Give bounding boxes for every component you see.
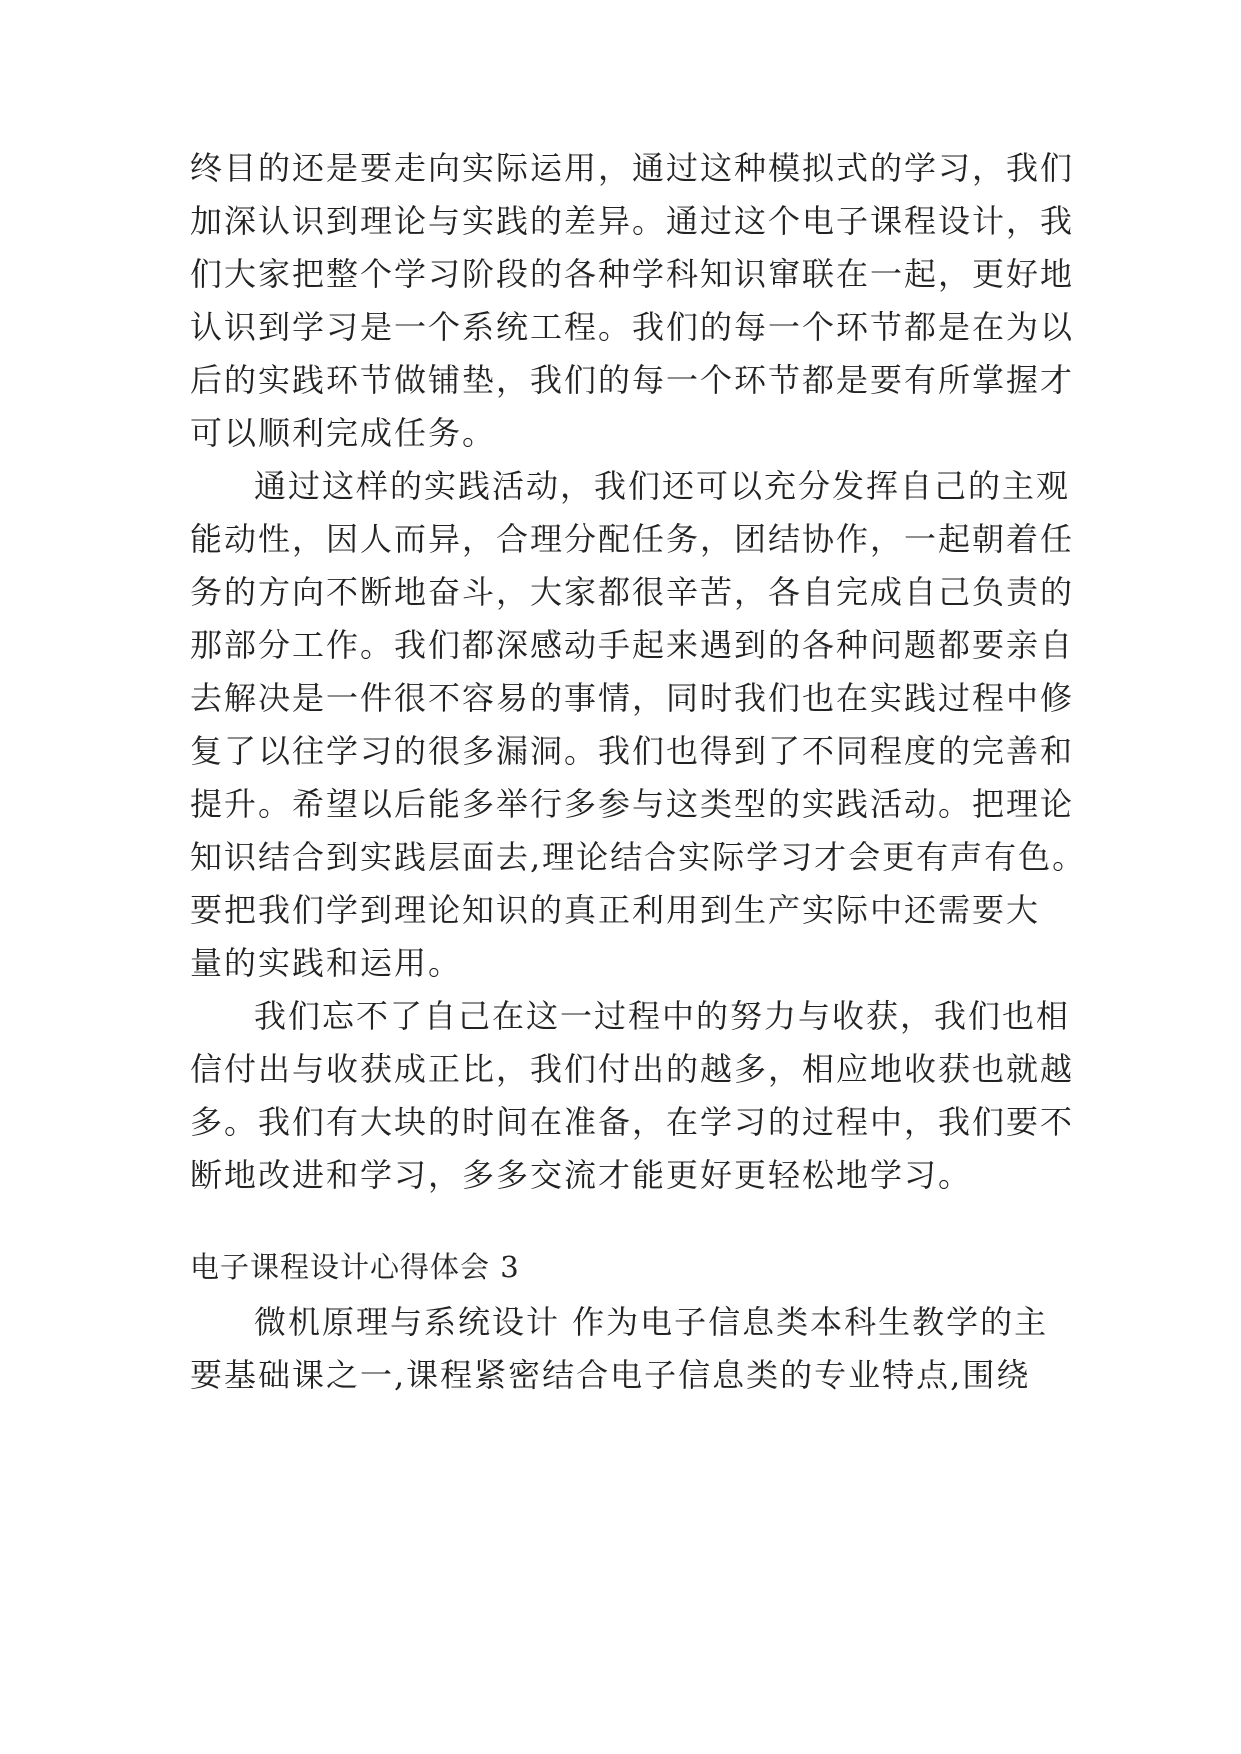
paragraph-1-line-5: 后的实践环节做铺垫，我们的每一个环节都是要有所掌握才 xyxy=(190,361,1075,399)
paragraph-1-line-6: 可以顺利完成任务。 xyxy=(190,414,497,452)
paragraph-2-line-1: 通过这样的实践活动，我们还可以充分发挥自己的主观 xyxy=(254,467,1071,505)
paragraph-2-line-4: 那部分工作。我们都深感动手起来遇到的各种问题都要亲自 xyxy=(190,626,1075,664)
paragraph-1-line-3: 们大家把整个学习阶段的各种学科知识窜联在一起，更好地 xyxy=(190,255,1075,293)
paragraph-3-line-2: 信付出与收获成正比，我们付出的越多，相应地收获也就越 xyxy=(190,1050,1075,1088)
paragraph-2-line-2: 能动性，因人而异，合理分配任务，团结协作，一起朝着任 xyxy=(190,520,1075,558)
paragraph-1-line-4: 认识到学习是一个系统工程。我们的每一个环节都是在为以 xyxy=(190,308,1075,346)
paragraph-4-line-1: 微机原理与系统设计 作为电子信息类本科生教学的主 xyxy=(254,1303,1049,1341)
paragraph-2-line-9: 要把我们学到理论知识的真正利用到生产实际中还需要大 xyxy=(190,891,1041,929)
paragraph-2-line-10: 量的实践和运用。 xyxy=(190,944,463,982)
paragraph-3-line-4: 断地改进和学习，多多交流才能更好更轻松地学习。 xyxy=(190,1156,973,1194)
paragraph-1-line-1: 终目的还是要走向实际运用，通过这种模拟式的学习，我们 xyxy=(190,149,1075,187)
paragraph-4-line-2: 要基础课之一,课程紧密结合电子信息类的专业特点,围绕 xyxy=(190,1356,1031,1394)
paragraph-2-line-3: 务的方向不断地奋斗，大家都很辛苦，各自完成自己负责的 xyxy=(190,573,1075,611)
paragraph-2-line-6: 复了以往学习的很多漏洞。我们也得到了不同程度的完善和 xyxy=(190,732,1075,770)
paragraph-2-line-8: 知识结合到实践层面去,理论结合实际学习才会更有声有色。 xyxy=(190,838,1087,876)
paragraph-2-line-7: 提升。希望以后能多举行多参与这类型的实践活动。把理论 xyxy=(190,785,1075,823)
paragraph-3-line-1: 我们忘不了自己在这一过程中的努力与收获，我们也相 xyxy=(254,997,1071,1035)
section-heading: 电子课程设计心得体会 3 xyxy=(190,1250,520,1284)
paragraph-1-line-2: 加深认识到理论与实践的差异。通过这个电子课程设计，我 xyxy=(190,202,1075,240)
paragraph-3-line-3: 多。我们有大块的时间在准备，在学习的过程中，我们要不 xyxy=(190,1103,1075,1141)
paragraph-2-line-5: 去解决是一件很不容易的事情，同时我们也在实践过程中修 xyxy=(190,679,1075,717)
